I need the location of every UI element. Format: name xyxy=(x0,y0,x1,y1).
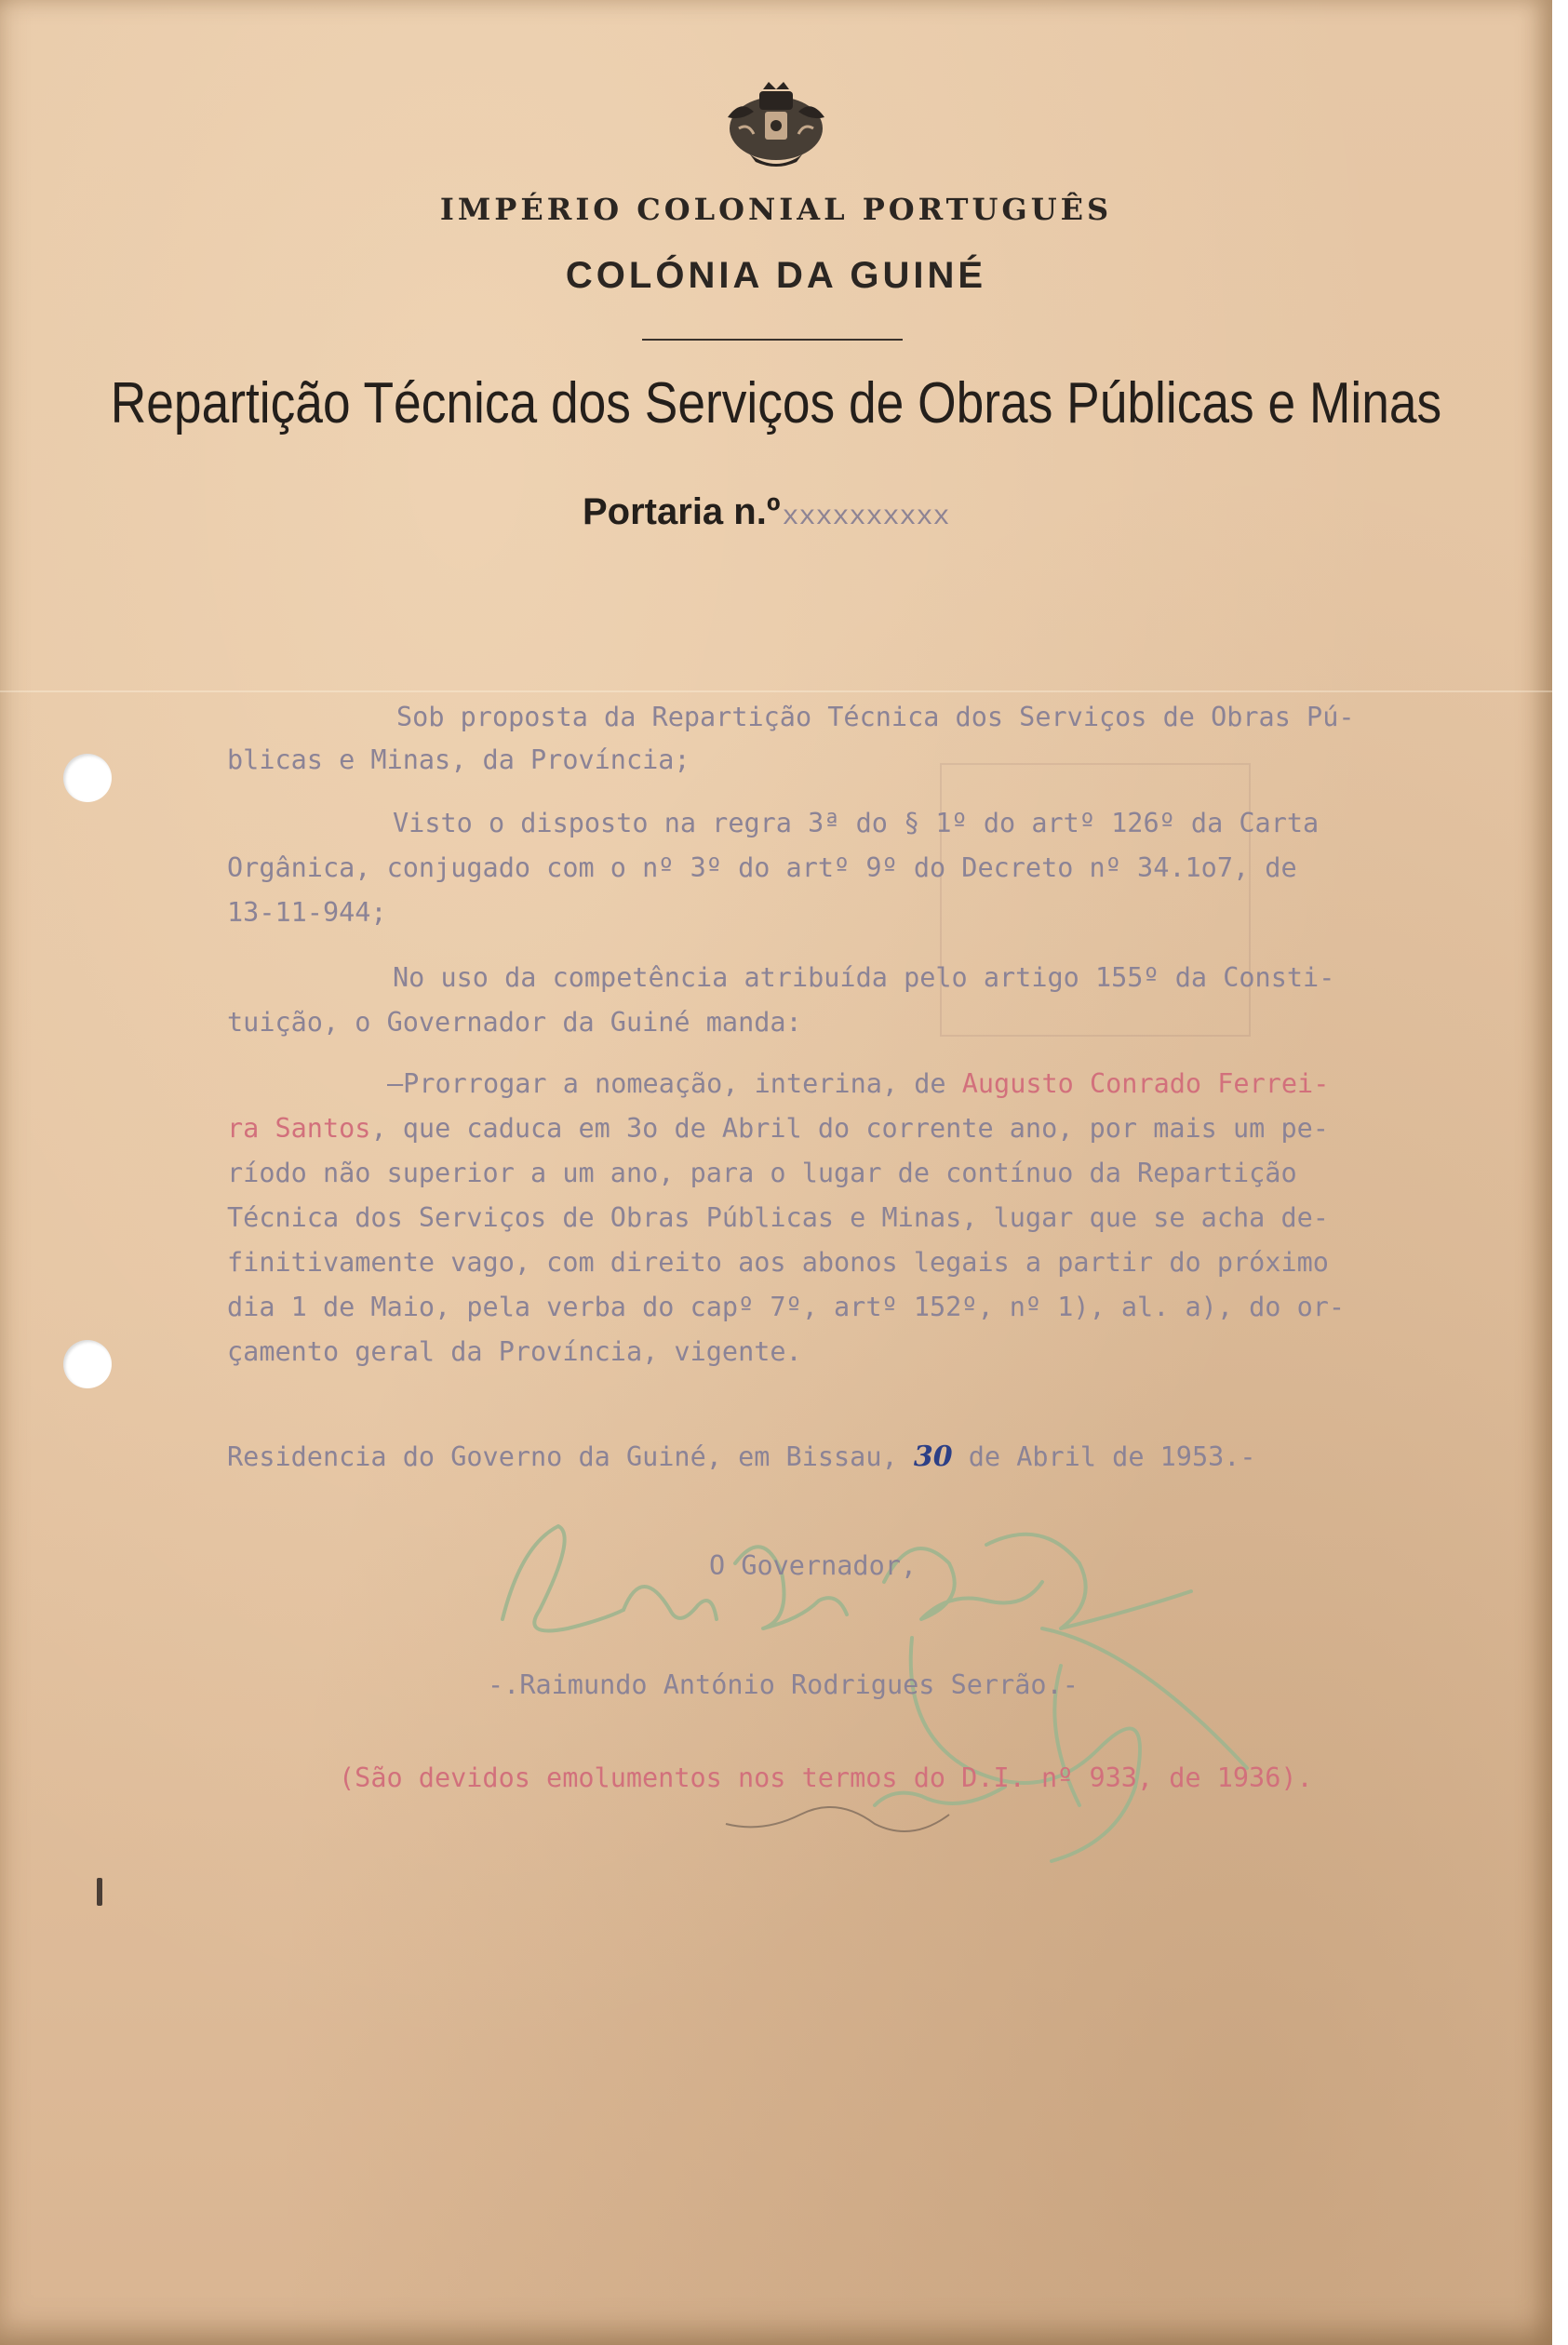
body-line-4: Orgânica, conjugado com o nº 3º do artº 9º do Decreto nº 34.1o7, de xyxy=(227,852,1297,883)
body-line-14: çamento geral da Província, vigente. xyxy=(227,1336,802,1367)
body-line-13: dia 1 de Maio, pela verba do capº 7º, artº 152º, nº 1), al. a), do or- xyxy=(227,1292,1346,1322)
body-line-2: blicas e Minas, da Província; xyxy=(227,744,690,775)
portaria-heading xyxy=(583,491,949,533)
paper-fold xyxy=(0,690,1552,692)
signature-title: O Governador, xyxy=(709,1550,918,1581)
punch-hole-top xyxy=(63,754,112,802)
body-line-6: No uso da competência atribuída pelo artigo 155º da Consti- xyxy=(393,962,1335,993)
body-line-1: Sob proposta da Repartição Técnica dos Serviços de Obras Pú- xyxy=(396,702,1355,732)
emolumentos-note: (São devidos emolumentos nos termos do D.I. nº 933, de 1936). xyxy=(339,1762,1313,1793)
portaria-number-crossed: xxxxxxxxxx xyxy=(782,502,950,533)
portaria-label: Portaria n.º xyxy=(583,491,781,532)
body-line-9-text: , que caduca em 3o de Abril do corrente ano, por mais um pe- xyxy=(370,1113,1329,1144)
body-line-9 xyxy=(227,1113,1329,1144)
place-date-prefix: Residencia do Governo da Guiné, em Bissau, xyxy=(227,1441,914,1472)
body-line-11: Técnica dos Serviços de Obras Públicas e Minas, lugar que se acha de- xyxy=(227,1202,1329,1233)
header-empire: IMPÉRIO COLONIAL PORTUGUÊS xyxy=(439,192,1113,227)
faded-stamp xyxy=(940,763,1251,1037)
appointee-name-part-1: Augusto Conrado Ferrei- xyxy=(961,1068,1330,1099)
body-line-7: tuição, o Governador da Guiné manda: xyxy=(227,1007,802,1038)
appointee-name-part-2: ra Santos xyxy=(227,1113,371,1144)
signatory-name: -.Raimundo António Rodrigues Serrão.- xyxy=(488,1669,1079,1700)
ink-mark xyxy=(97,1878,102,1906)
coat-of-arms-icon xyxy=(722,80,830,169)
place-date-suffix: de Abril de 1953.- xyxy=(952,1441,1256,1472)
place-date-line xyxy=(227,1440,1256,1473)
body-line-8 xyxy=(387,1068,1329,1099)
body-line-8-text: —Prorrogar a nomeação, interina, de xyxy=(387,1068,962,1099)
handwritten-day: 30 xyxy=(913,1440,953,1473)
header-divider xyxy=(642,339,903,341)
punch-hole-bottom xyxy=(63,1340,112,1388)
body-line-12: finitivamente vago, com direito aos abonos legais a partir do próximo xyxy=(227,1247,1329,1278)
header-department: Repartição Técnica dos Serviços de Obras Públicas e Minas xyxy=(110,371,1442,436)
body-line-3: Visto o disposto na regra 3ª do § 1º do artº 126º da Carta xyxy=(393,808,1320,838)
body-line-10: ríodo não superior a um ano, para o lugar de contínuo da Repartição xyxy=(227,1158,1297,1188)
header-colony: COLÓNIA DA GUINÉ xyxy=(565,255,987,296)
body-line-5: 13-11-944; xyxy=(227,897,387,928)
